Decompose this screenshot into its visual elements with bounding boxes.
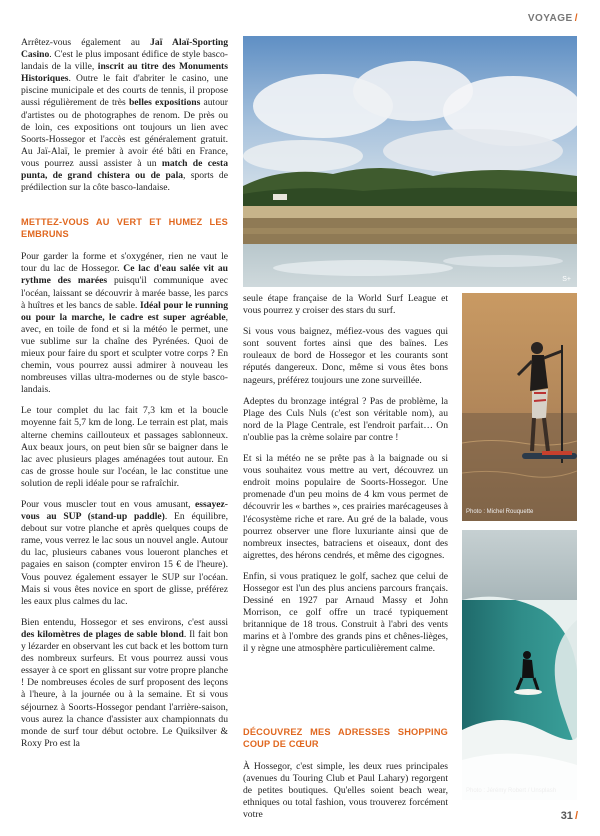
lake-photo (243, 36, 577, 287)
photo-credit-sup: Photo : Michel Rouquette (466, 509, 534, 515)
paragraph-safety: Si vous vous baignez, méfiez-vous des vagues qui sont souvent fortes ainsi que des baïnes. Les rouleaux de bord de Hossegor et les courants sont réputés dangereux. Donc, même si vous êtes bons nageurs, préférez toujours une zone surveillée. (243, 326, 448, 386)
paragraph-naturist: Adeptes du bronzage intégral ? Pas de problème, la Plage des Culs Nuls (c'est son véritable nom), au nord de la Plage Centrale, est l'endroit parfait… On n'oublie pas la crème solaire par contre ! (243, 395, 448, 443)
paragraph-shopping: À Hossegor, c'est simple, les deux rues principales (avenues du Touring Club et Paul Lahary) regorgent de petites boutiques. Qu'elles soient beach wear, ethniques ou total fashion, vous trouverez forcément votre (243, 761, 448, 821)
article-column-right (243, 293, 448, 665)
paragraph-lake: Pour garder la forme et s'oxygéner, rien ne vaut le tour du lac de Hossegor. Ce lac d'eau salée vit au rythme des marées puisqu'il communique avec l'océan, laissant se découvrir à marée basse, les parcs à huîtres et les bancs de sable. Idéal pour le running ou pour la marche, le cadre est super agréable, avec, en toile de fond et si la météo le permet, une vue sublime sur la chaîne des Pyrénées. Quoi de mieux pour faire du sport et sculpter votre corps ? En chemin, vous pourrez aussi admirer à nouveau les nombreuses villas ultra-modernes ou de style basco-landais. (21, 251, 228, 396)
paddle-photo (462, 293, 577, 521)
paragraph-casino: Arrêtez-vous également au Jaï Alaï-Sporting Casino. C'est le plus imposant édifice de style basco-landais de la ville, inscrit au titre des Monuments Historiques. Outre le fait d'abriter le casino, une piscine municipale et des courts de tennis, il propose aussi régulièrement de très belles expositions autour d'artistes ou de photographes de renom. De près ou de loin, ces expositions ont toujours un lien avec Soorts-Hossegor et l'accès est généralement gratuit. Au Jaï-Alaï, le premier à avoir été bâti en France, vous pourrez aussi assister à un match de cesta punta, de grand chistera ou de pala, sports de prédilection sur la côte basco-landaise. (21, 37, 228, 194)
paragraph-sup: Pour vous muscler tout en vous amusant, essayez-vous au SUP (stand-up paddle). En équilibre, debout sur votre planche et après quelques coups de rame, vous verrez le lac sous un nouvel angle. Autour du lac, plusieurs cabanes vous loueront planches et pagaies en saison (compter environ 15 € de l'heure). Vous pouvez également essayer le SUP sur l'océan. Mais si vous êtes novice en sport de glisse, préférez les eaux plus calmes du lac. (21, 499, 228, 607)
section-heading-shopping: DÉCOUVREZ MES ADRESSES SHOPPING COUP DE CŒUR (243, 727, 448, 749)
photo-credit-lake: S+ (562, 276, 571, 283)
page-number: 31 / (560, 810, 578, 822)
article-column-shopping (243, 727, 448, 830)
paragraph-lake-tour: Le tour complet du lac fait 7,3 km et la boucle moyenne fait 5,7 km de long. Le terrain est plat, mais alterne chemins caillouteux et passages sablonneux. Aux beaux jours, on peut bien sûr se baigner dans le lac avec plusieurs plages aménagées tout autour. En cas de grosse houle sur l'océan, le lac constitue une solution de repli idéale pour se rafraîchir. (21, 405, 228, 489)
paragraph-golf: Enfin, si vous pratiquez le golf, sachez que celui de Hossegor est l'un des plus anciens parcours français. Dessiné en 1927 par Arnaud Massy et John Morrison, ce golf offre un tracé typiquement britannique de 18 trous. Construit à l'abri des vents marins et à l'ombre des grands pins et chênes-lièges, il y règne une atmosphère particulièrement calme. (243, 570, 448, 655)
article-column-left (21, 37, 228, 759)
photo-credit-surf: Photo : Jérémy Robert / Unsplash (466, 788, 557, 794)
section-heading-green: METTEZ-VOUS AU VERT ET HUMEZ LES EMBRUNS (21, 217, 228, 239)
surf-photo (462, 530, 577, 800)
paragraph-barthes: Et si la météo ne se prête pas à la baignade ou si vous souhaitez vous mettre au vert, découvrez un endroit moins populaire de Soorts-Hossegor. Une promenade d'un peu moins de 4 km vous permet de découvrir les « barthes », ces prairies marécageuses à l'écosystème riche et rare. Au gré de la balade, vous pourrez observer une flore luxuriante ainsi que de nombreux insectes, batraciens et oiseaux, dont des aigrettes, des hérons cendrés, et même des cigognes. (243, 453, 448, 561)
paragraph-beaches: Bien entendu, Hossegor et ses environs, c'est aussi des kilomètres de plages de sable blond. Il fait bon y lézarder en observant les cut back et les bottom turn des nombreux surfeurs. Et vous pourrez aussi vous essayer à ce sport en glissant sur votre propre planche ! De nombreuses écoles de surf proposent des leçons à l'heure, à la journée ou à la semaine. Et si vous séjournez à Soorts-Hossegor pendant l'arrière-saison, vous aurez la chance d'assister aux championnats du monde de surf tour début octobre. Le Quiksilver & Roxy Pro est la (21, 616, 228, 749)
paragraph-wsl: seule étape française de la World Surf League et vous pourrez y croiser des stars du surf. (243, 293, 448, 317)
section-label: VOYAGE / (527, 13, 578, 24)
